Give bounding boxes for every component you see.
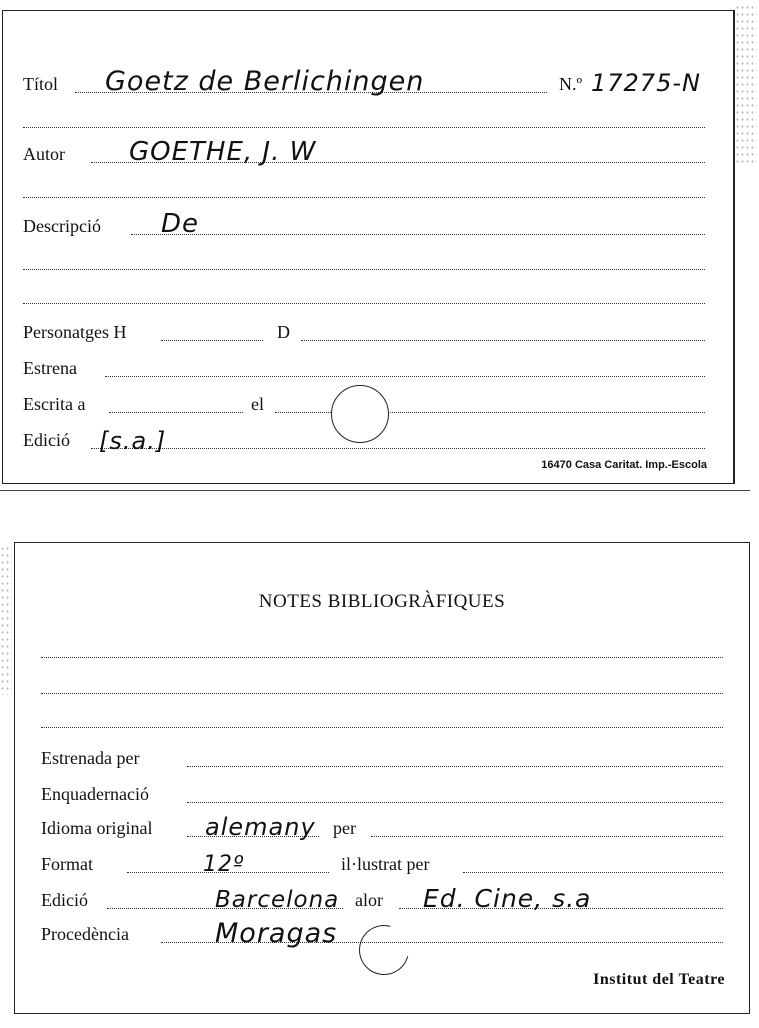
estrena-label: Estrena — [23, 358, 77, 378]
illustrat-label: il·lustrat per — [341, 854, 430, 874]
autor-label: Autor — [23, 144, 65, 164]
catalog-card-back — [14, 542, 750, 1014]
printer-footer: 16470 Casa Caritat. Imp.-Escola — [541, 459, 707, 471]
idioma-label: Idioma original — [41, 818, 153, 838]
descripcio-value: De — [161, 209, 200, 239]
enquadernacio-row — [15, 779, 749, 809]
estrenada-label: Estrenada per — [41, 748, 140, 768]
procedencia-label: Procedència — [41, 924, 129, 944]
edicio-label: Edició — [23, 430, 70, 450]
back-edicio-label: Edició — [41, 890, 88, 910]
edicio-value: [s.a.] — [99, 427, 167, 455]
scan-speckle-top-right — [735, 4, 757, 164]
titol-row — [3, 66, 733, 99]
idioma-row — [15, 813, 749, 843]
enquadernacio-label: Enquadernació — [41, 784, 149, 804]
catalog-card-front — [2, 10, 735, 484]
procedencia-value: Moragas — [215, 918, 338, 949]
titol-value: Goetz de Berlichingen — [105, 66, 425, 97]
card-divider — [0, 490, 750, 491]
edicio-publisher-value: Ed. Cine, s.a — [423, 884, 592, 913]
escrita-el-label: el — [251, 394, 264, 414]
descripcio-label: Descripció — [23, 216, 101, 236]
escrita-label: Escrita a — [23, 394, 86, 414]
institution-name: Institut del Teatre — [593, 971, 725, 988]
edicio-place-value: Barcelona — [215, 887, 340, 913]
descripcio-row — [3, 211, 733, 241]
format-label: Format — [41, 854, 93, 874]
format-row — [15, 849, 749, 879]
scan-speckle-left — [0, 545, 12, 695]
personatges-label: Personatges H — [23, 322, 127, 342]
number-value: 17275-N — [591, 69, 701, 97]
personatges-d-label: D — [277, 322, 290, 342]
autor-value: GOETHE, J. W — [129, 137, 317, 167]
number-label: N.º — [559, 74, 583, 94]
estrenada-row — [15, 743, 749, 773]
edicio-row — [3, 425, 733, 455]
idioma-value: alemany — [205, 813, 316, 841]
estrena-row — [3, 353, 733, 383]
idioma-per-label: per — [333, 818, 356, 838]
titol-label: Títol — [23, 74, 58, 94]
back-edicio-row — [15, 885, 749, 915]
autor-row — [3, 139, 733, 169]
personatges-row — [3, 317, 733, 347]
notes-heading: NOTES BIBLIOGRÀFIQUES — [258, 591, 506, 612]
format-value: 12º — [203, 852, 245, 877]
edicio-valor-label: alor — [355, 890, 383, 910]
